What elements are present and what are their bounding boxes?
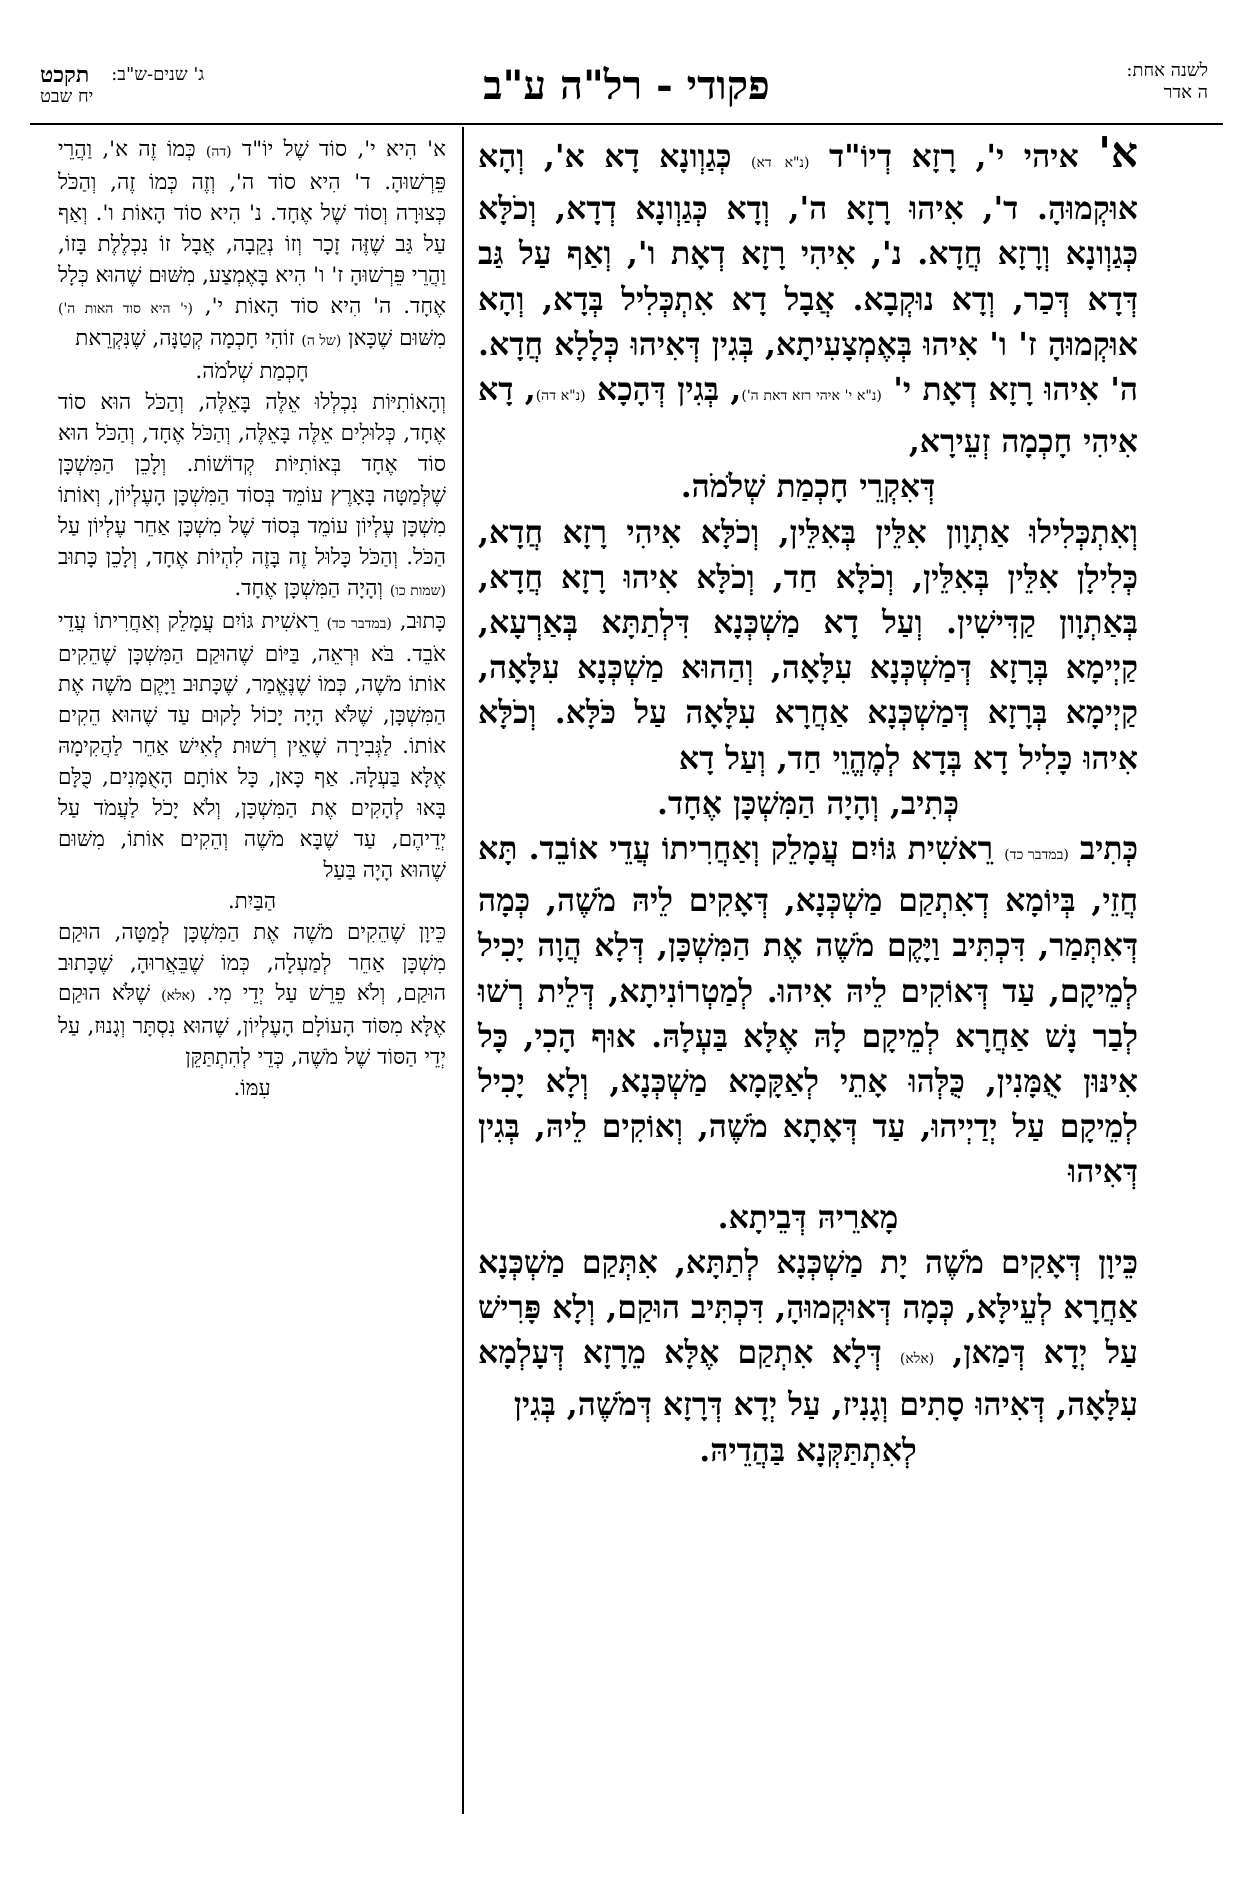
text-span: איהי י', רָזָא דְיוֹ"ד bbox=[828, 138, 1079, 175]
text-span: שֶׁלֹּא הוּקַם אֶלָּא מִסּוֹד הָעוֹלָם הָעֶלְיוֹן, שֶׁהוּא נִסְתָּר וְגָנוּז, עַל יְדֵי הַסּוֹד שֶׁל מֹשֶׁה, כְּדֵי לְהִתְתַּקֵּן bbox=[58, 981, 446, 1071]
side-paragraph-4 bbox=[58, 918, 446, 1075]
text-span: דְּלָא אִתְקַם אֶלָּא מֵרָזָא דְּעָלְמָא עִלָּאָה, דְּאִיהוּ סָתִים וְגָנִיז, עַל יְדָא דְּרָזָא דְּמֹשֶׁה, בְּגִין bbox=[478, 1334, 1138, 1424]
text-span: מִשּׁוּם שֶׁכָּאן bbox=[348, 326, 446, 352]
text-span: א' הִיא י', סוֹד שֶׁל יוֹ"ד bbox=[241, 137, 446, 162]
text-span: , דָא אִיהִי חָכְמָה זְעֵירָא, bbox=[478, 371, 1138, 461]
variant-note: (של ה) bbox=[301, 333, 342, 350]
side-paragraph-3 bbox=[58, 607, 446, 887]
main-paragraph-1-closing: דְּאִקְרֵי חָכְמַת שְׁלֹמֹה. bbox=[680, 468, 936, 506]
main-paragraph-2: וְאִתְכְּלִילוּ אַתְוָון אִלֵּין בְּאִלֵּין, וְכֹלָּא אִיהִי רָזָא חֲדָא, כְּלִילָן אִלֵּין בְּאִלֵּין, וְכֹלָּא חַד, וְכֹלָּא אִיהוּ רָזָא חֲדָא, בְּאַתְוָון קַדִּישִׁין. וְעַל דָא מַשְׁכְּנָא דִּלְתַתָּא בְּאַרְעָא, קַיְימָא בְּרָזָא דְּמַשְׁכְּנָא עִלָּאָה, וְהַהוּא מַשְׁכְּנָא עִלָּאָה, קַיְימָא בְּרָזָא דְּמַשְׁכְּנָא אַחֲרָא עִלָּאָה עַל כֹּלָּא. וְכֹלָּא אִיהוּ כָּלִיל דָא בְּדָא לְמֶהֱוֵי חַד, וְעַל דָא bbox=[478, 513, 1138, 777]
variant-note: (דה) bbox=[205, 144, 232, 160]
initial-letter: א' bbox=[1098, 128, 1138, 177]
header-yearly-label: לשנה אחת: bbox=[1126, 60, 1208, 81]
text-span: כֵּיוָן דְּאָקִים מֹשֶׁה יָת מַשְׁכְּנָא לְתַתָּא, אִתְּקַם מַשְׁכְּנָא אַחֲרָא לְעֵילָּא, כְּמָה דְּאוּקְמוּהָ, דִּכְתִּיב הוּקַם, וְלָא פָּרִישׁ עַל יְדָא דְּמַאן, bbox=[478, 1243, 1138, 1372]
main-paragraph-3-closing: מָארֵיהּ דְּבֵיתָא. bbox=[717, 1198, 899, 1236]
hebrew-translation-column bbox=[58, 135, 446, 1105]
variant-note: (אלא) bbox=[161, 988, 196, 1005]
text-span: כָּתוּב, bbox=[399, 608, 447, 634]
verse-reference: (במדבר כד) bbox=[326, 615, 392, 632]
page-header bbox=[20, 40, 1233, 110]
side-paragraph-3-closing: הַבַּיִת. bbox=[227, 888, 277, 914]
text-span: , בְּגִין דְּהָכָא bbox=[596, 371, 742, 409]
text-span: וְהָיָה הַמִּשְׁכָּן אֶחָד. bbox=[234, 575, 384, 601]
side-paragraph-4-closing: עִמּוֹ. bbox=[233, 1076, 271, 1102]
text-span: רֵאשִׁית גּוֹיִם עֲמָלֵק וְאַחֲרִיתוֹ עֲדֵי אוֹבֵד. תָּא חֲזֵי, בְּיוֹמָא דְאִתְקַם מַשְׁכְּנָא, דְּאָקִים לֵיהּ מֹשֶׁה, כְּמָה דְּאִתְּמַר, דִּכְתִּיב וַיָּקֶם מֹשֶׁה אֶת הַמִּשְׁכָּן, דְּלָא הֲוָה יָכִיל לְמֵיקָם, עַד דְּאוֹקִים לֵיהּ אִיהוּ. לְמַטְרוֹנִיתָא, דְּלֵית רְשׁוּ לְבַר נָשׁ אַחֲרָא לְמֵיקָם לָהּ אֶלָּא בַּעְלָהּ. אוּף הָכִי, כָּל אִינּוּן אֻמָּנִין, כֻּלְּהוּ אָתֵי לְאַקָּמָא מַשְׁכְּנָא, וְלָא יָכִיל לְמֵיקָם עַל יְדַיְיהוּ, עַד דְּאָתָא מֹשֶׁה, וְאוֹקִים לֵיהּ, בְּגִין דְּאִיהוּ bbox=[478, 830, 1138, 1191]
text-span: כְּגַוְונָא דָא א', bbox=[543, 138, 732, 175]
variant-note: (אלא) bbox=[899, 1351, 935, 1368]
text-span: כֵּיוָן שֶׁהֵקִים מֹשֶׁה אֶת הַמִּשְׁכָּן לְמַטָּה, הוּקַם מִשְׁכָּן אַחֵר לְמַעְלָה, כְּמוֹ שֶׁבֵּאֲרוּהָ, שֶׁכָּתוּב הוּקַם, וְלֹא פֵרֵשׁ עַל יְדֵי מִי. bbox=[58, 919, 447, 1007]
main-paragraph-4-closing: לְאִתְתַּקְּנָא בַּהֲדֵיהּ. bbox=[699, 1431, 917, 1469]
text-span: כְּתִיב bbox=[1079, 830, 1139, 868]
variant-note: (י' היא סוד האות ה') bbox=[58, 300, 193, 317]
header-three-year-label: ג' שנים-ש"ב: bbox=[111, 64, 205, 85]
header-page-number: תקכט bbox=[40, 62, 90, 88]
text-span: וְהָאוֹתִיּוֹת נִכְלְלוּ אֵלֶּה בָּאֵלֶּה, וְהַכֹּל הוּא סוֹד אֶחָד, כְּלוּלִים אֵלֶּה בָּאֵלֶּה, וְהַכֹּל אֶחָד, וְהַכֹּל הוּא סוֹד אֶחָד בְּאוֹתִיּוֹת קְדוֹשׁוֹת. וְלָכֵן הַמִּשְׁכָּן שֶׁלְּמַטָּה בָּאָרֶץ עוֹמֵד בְּסוֹד הַמִּשְׁכָּן הָעֶלְיוֹן, וְאוֹתוֹ מִשְׁכָּן עֶלְיוֹן עוֹמֵד בְּסוֹד שֶׁל מִשְׁכָּן אַחֵר עֶלְיוֹן עַל הַכֹּל. וְהַכֹּל כָּלוּל זֶה בָּזֶה לִהְיוֹת אֶחָד, וְלָכֵן כָּתוּב bbox=[58, 390, 446, 570]
header-yearly-date: ה אדר bbox=[1163, 82, 1208, 103]
text-span: רֵאשִׁית גּוֹיִם עֲמָלֵק וְאַחֲרִיתוֹ עֲדֵי אֹבֵד. בֹּא וּרְאֵה, בַּיּוֹם שֶׁהוּקַם הַמִּשְׁכָּן שֶׁהֵקִים אוֹתוֹ מֹשֶׁה, כְּמוֹ שֶׁנֶּאֱמַר, שֶׁכָּתוּב וַיָּקֶם מֹשֶׁה אֶת הַמִּשְׁכָּן, שֶׁלֹּא הָיָה יָכוֹל לָקוּם עַד שֶׁהוּא הֵקִים אוֹתוֹ. לַגְּבִירָה שֶׁאֵין רְשׁוּת לְאִישׁ אַחֵר לַהֲקִימָהּ אֶלָּא בַּעְלָהּ. אַף כָּאן, כָּל אוֹתָם הָאֻמָּנִים, כֻּלָּם בָּאוּ לְהָקִים אֶת הַמִּשְׁכָּן, וְלֹא יָכֹל לַעֲמֹד עַל יְדֵיהֶם, עַד שֶׁבָּא מֹשֶׁה וְהֵקִים אוֹתוֹ, מִשּׁוּם שֶׁהוּא הָיָה בַּעַל bbox=[58, 608, 446, 883]
main-paragraph-4 bbox=[478, 1240, 1138, 1428]
header-divider bbox=[30, 123, 1223, 125]
variant-note: (נ"א י' איהי רזא דאת ה') bbox=[741, 388, 882, 405]
side-paragraph-1 bbox=[58, 135, 446, 357]
aramaic-text-column bbox=[478, 130, 1138, 1473]
verse-reference: (במדבר כד) bbox=[1004, 847, 1069, 864]
text-span: זוֹהִי חָכְמָה קְטַנָּה, שֶׁנִּקְרֵאת bbox=[75, 326, 295, 352]
page-title: פקודי - רל"ה ע"ב bbox=[483, 62, 770, 109]
side-paragraph-1-closing: חָכְמַת שְׁלֹמֹה. bbox=[195, 359, 309, 385]
variant-note: (נ"א דא) bbox=[751, 155, 810, 171]
text-span: כְּמוֹ זֶה א', וַהֲרֵי פֵּרְשׁוּהָ. ד' הִיא סוֹד ה', וְזֶה כְּמוֹ זֶה, וְהַכֹּל כְּצוּרָה וְסוֹד שֶׁל אֶחָד. נ' הִיא סוֹד הָאוֹת ו'. וְאַף עַל גַּב שֶׁזֶּה זָכָר וְזוֹ נְקֵבָה, אֲבָל זוֹ נִכְלֶלֶת בָּזוֹ, וַהֲרֵי פֵּרְשׁוּהָ ז' ו' הִיא בָּאֶמְצַע, מִשּׁוּם שֶׁהוּא כְּלָל אֶחָד. ה' הִיא סוֹד הָאוֹת י', bbox=[58, 137, 446, 319]
main-paragraph-1 bbox=[478, 130, 1138, 464]
text-span: וְהָא אוּקְמוּהָ. ד', אִיהוּ רָזָא ה', וְדָא כְּגַוְונָא דְדָא, וְכֹלָּא כְּגַוְונָא וְרָזָא חֲדָא. נ', אִיהִי רָזָא דְאָת ו', וְאַף עַל גַּב דְּדָא דְּכַר, וְדָא נוּקְבָא. אֲבָל דָא אִתְכְּלִיל בְּדָא, וְהָא אוּקְמוּהָ ז' ו' אִיהוּ בְּאֶמְצָעִיתָא, בְּגִין דְּאִיהוּ כְּלָלָא חֲדָא. ה' אִיהוּ רָזָא דְאָת י' bbox=[478, 138, 1138, 409]
variant-note: (נ"א דה) bbox=[535, 388, 586, 405]
column-divider bbox=[462, 127, 464, 1814]
main-paragraph-3 bbox=[478, 826, 1138, 1195]
header-three-year-date: יח שבט bbox=[40, 86, 94, 107]
header-three-year-schedule bbox=[40, 64, 204, 108]
side-paragraph-2 bbox=[58, 388, 446, 606]
main-paragraph-2-closing: כְּתִיב, וְהָיָה הַמִּשְׁכָּן אֶחָד. bbox=[657, 784, 959, 822]
verse-reference: (שמות כו) bbox=[389, 582, 446, 599]
